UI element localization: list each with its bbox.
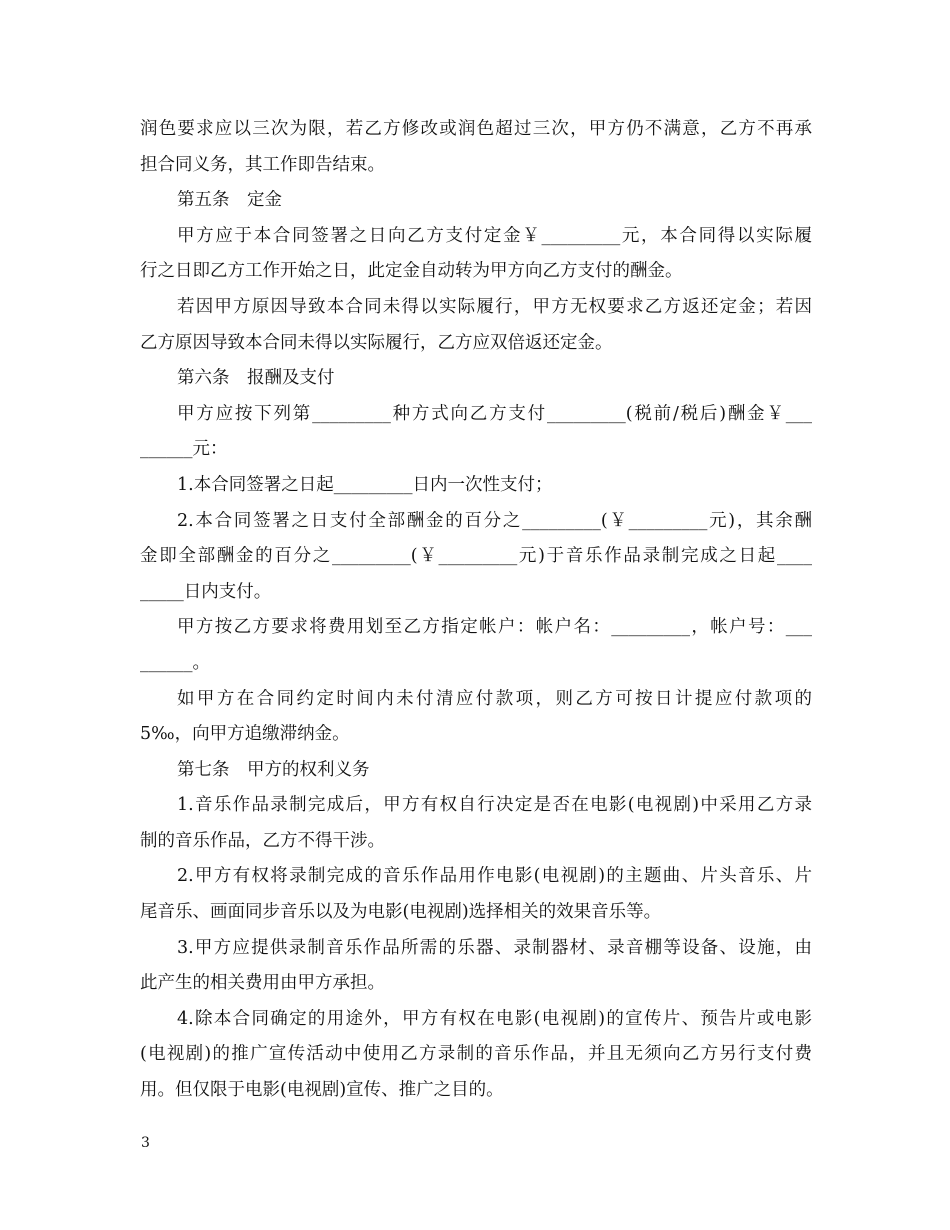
list-item: 2.本合同签署之日支付全部酬金的百分之_________(￥_________元)，其余酬 bbox=[177, 510, 812, 531]
text-line: 若因甲方原因导致本合同未得以实际履行，甲方无权要求乙方返还定金；若因 bbox=[177, 296, 812, 317]
text-line: 5‰，向甲方追缴滞纳金。 bbox=[140, 724, 350, 745]
section-heading: 第五条 定金 bbox=[177, 190, 282, 211]
text-line: 担合同义务，其工作即告结束。 bbox=[140, 154, 385, 175]
text-line: 甲方应于本合同签署之日向乙方支付定金￥_________元，本合同得以实际履 bbox=[177, 225, 812, 246]
text-line: 行之日即乙方工作开始之日，此定金自动转为甲方向乙方支付的酬金。 bbox=[140, 261, 683, 282]
section-heading: 第六条 报酬及支付 bbox=[177, 368, 335, 389]
text-line: 制的音乐作品，乙方不得干涉。 bbox=[140, 830, 385, 851]
list-item: 4.除本合同确定的用途外，甲方有权在电影(电视剧)的宣传片、预告片或电影 bbox=[177, 1008, 812, 1029]
text-line: 乙方原因导致本合同未得以实际履行，乙方应双倍返还定金。 bbox=[140, 332, 613, 353]
text-line: ______。 bbox=[140, 652, 210, 673]
text-line: (电视剧)的推广宣传活动中使用乙方录制的音乐作品，并且无须向乙方另行支付费 bbox=[140, 1044, 812, 1065]
list-item: 3.甲方应提供录制音乐作品所需的乐器、录制器材、录音棚等设备、设施，由 bbox=[177, 937, 812, 958]
text-line: ______元： bbox=[140, 439, 228, 460]
section-heading: 第七条 甲方的权利义务 bbox=[177, 759, 370, 780]
page-number: 3 bbox=[141, 1135, 150, 1151]
text-line: 金即全部酬金的百分之_________(￥_________元)于音乐作品录制完成之日起____ bbox=[140, 546, 812, 567]
list-item: 2.甲方有权将录制完成的音乐作品用作电影(电视剧)的主题曲、片头音乐、片 bbox=[177, 866, 812, 887]
text-line: 润色要求应以三次为限，若乙方修改或润色超过三次，甲方仍不满意，乙方不再承 bbox=[140, 119, 812, 139]
document-body bbox=[140, 112, 812, 1109]
list-item: 1.本合同签署之日起_________日内一次性支付； bbox=[177, 474, 553, 495]
text-line: 如甲方在合同约定时间内未付清应付款项，则乙方可按日计提应付款项的 bbox=[177, 688, 812, 709]
text-line: 此产生的相关费用由甲方承担。 bbox=[140, 973, 385, 994]
text-line: 用。但仅限于电影(电视剧)宣传、推广之目的。 bbox=[140, 1080, 504, 1101]
text-line: 甲方按乙方要求将费用划至乙方指定帐户：帐户名：_________，帐户号：___ bbox=[177, 617, 812, 638]
text-line: 甲方应按下列第_________种方式向乙方支付_________(税前/税后)酬金￥___ bbox=[177, 403, 812, 424]
text-line: 尾音乐、画面同步音乐以及为电影(电视剧)选择相关的效果音乐等。 bbox=[140, 902, 662, 923]
list-item: 1.音乐作品录制完成后，甲方有权自行决定是否在电影(电视剧)中采用乙方录 bbox=[177, 795, 812, 816]
text-line: _____日内支付。 bbox=[140, 581, 272, 602]
